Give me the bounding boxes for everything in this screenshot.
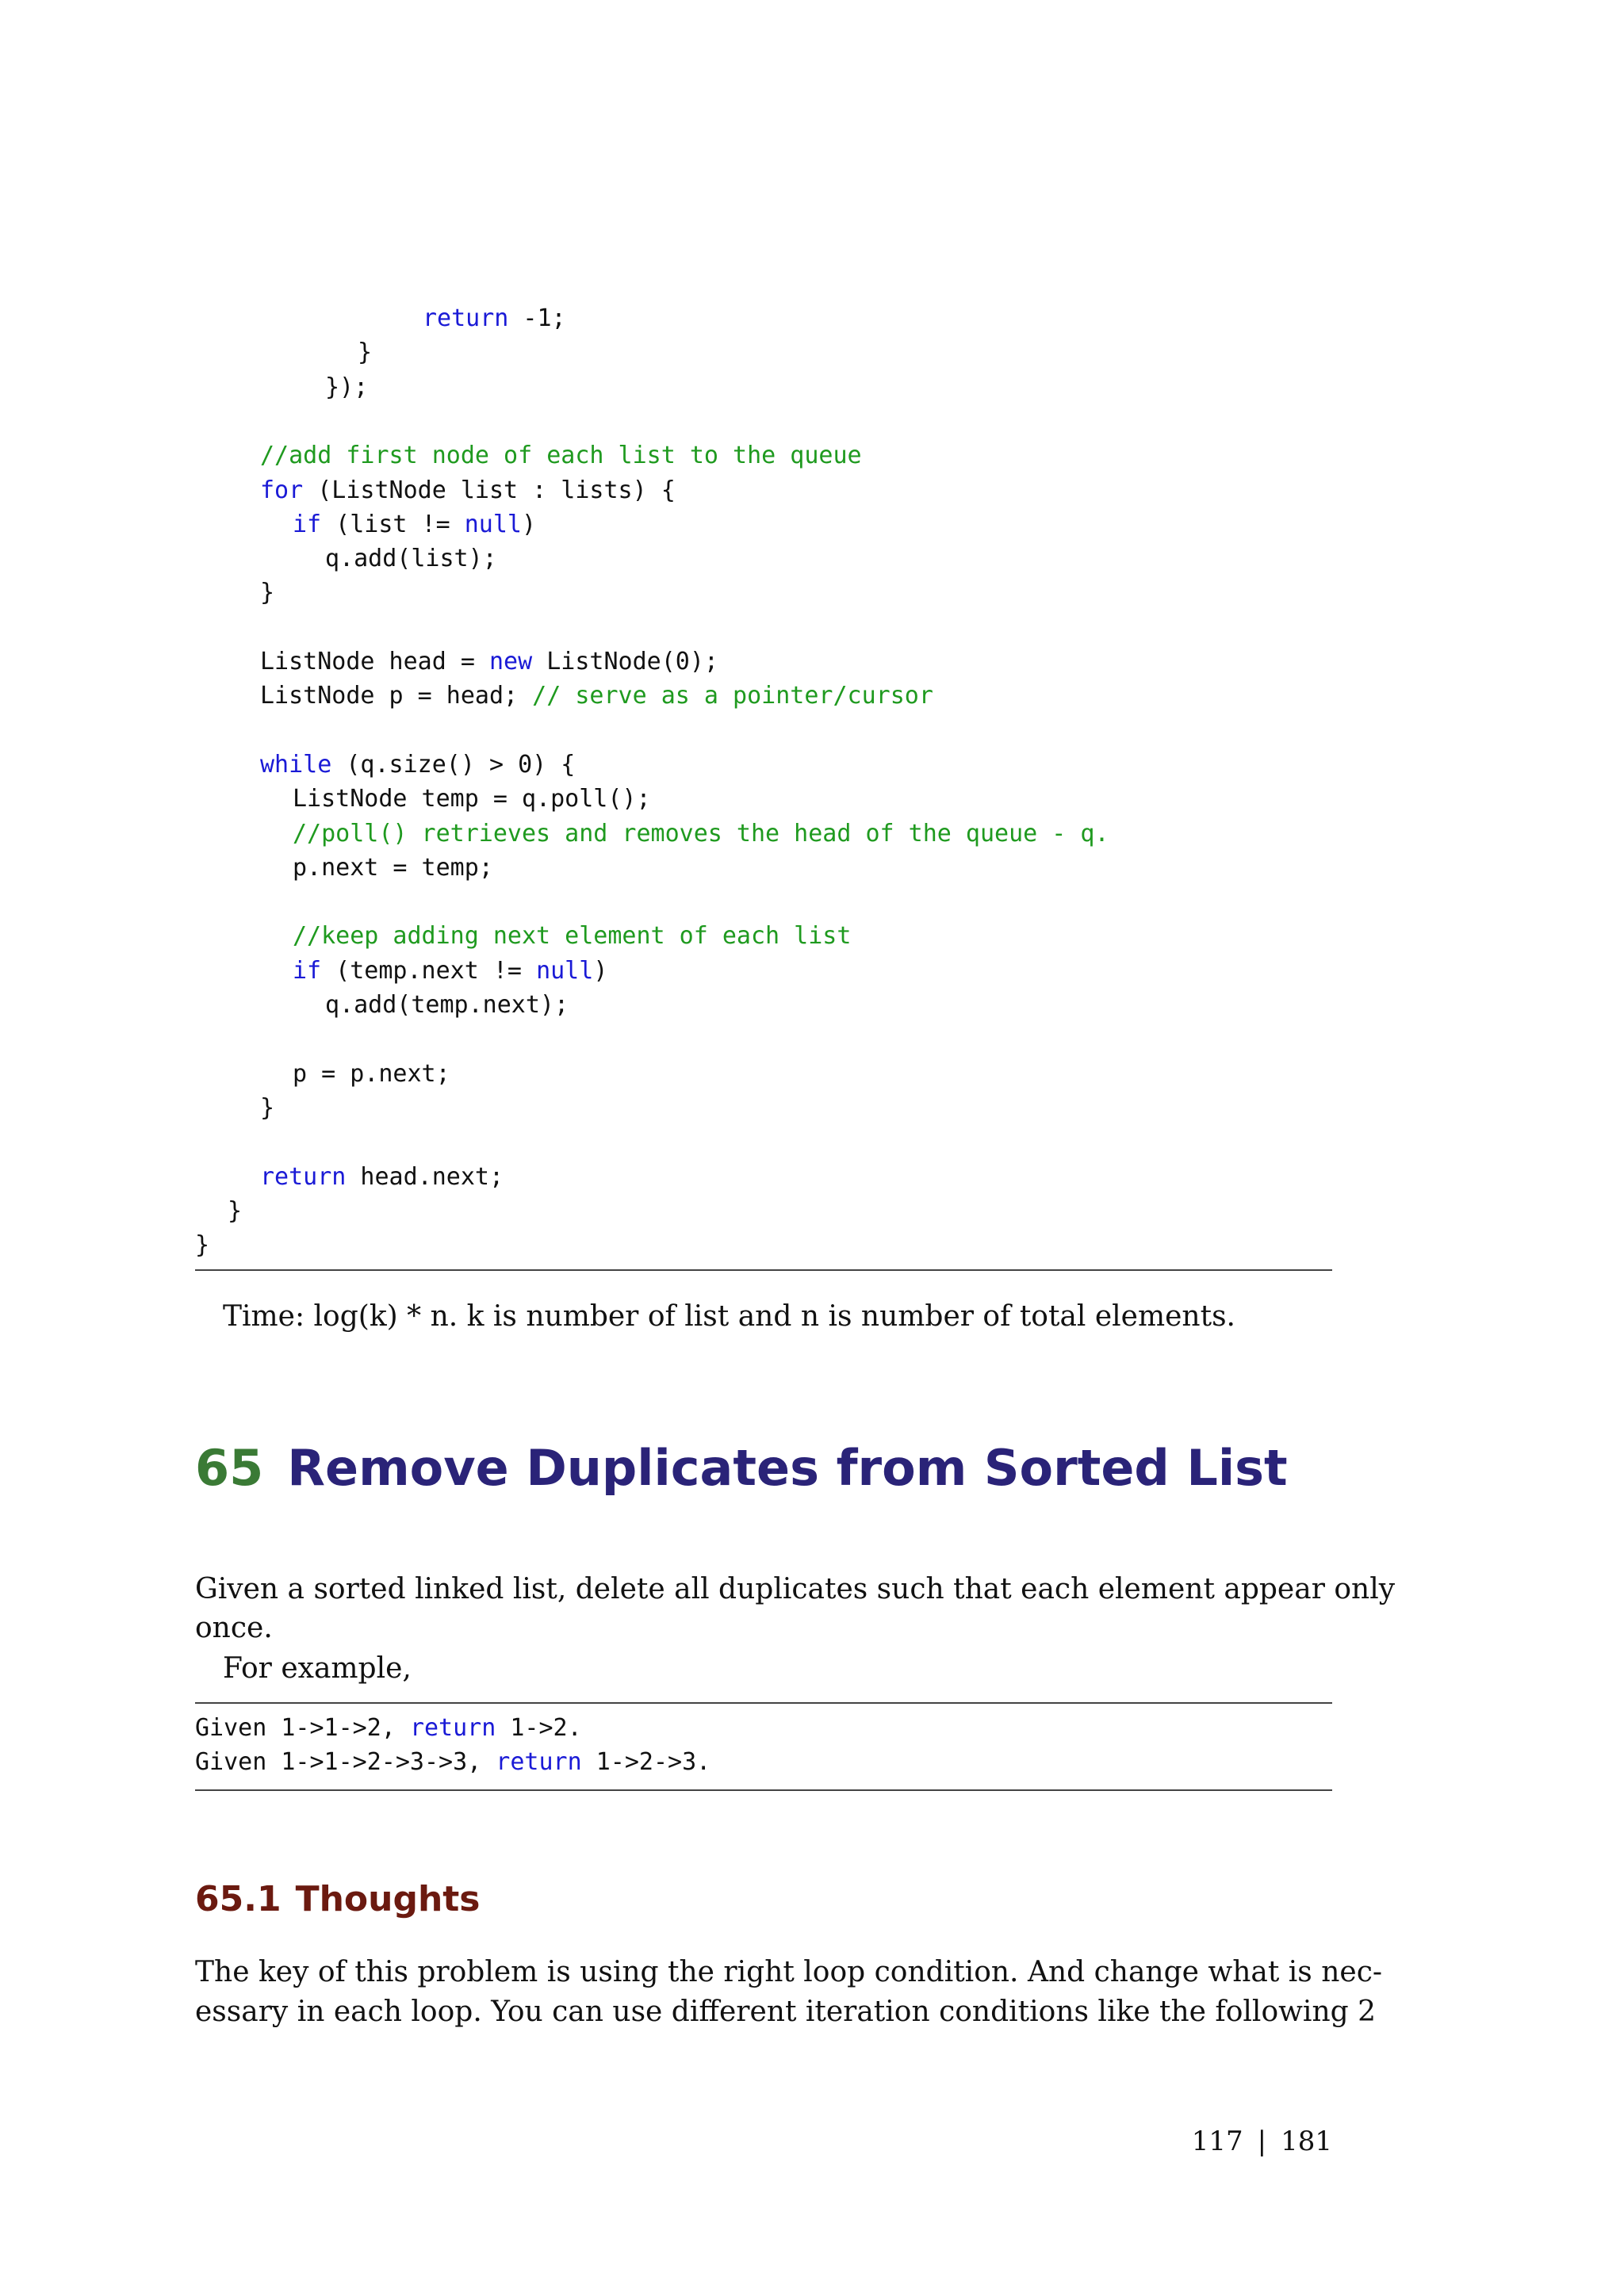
code-text: q.add(temp.next); [325,991,569,1019]
page-number: 117 [1191,2126,1243,2157]
code-comment: //add first node of each list to the queue [260,442,862,470]
example-intro: For example, [223,1652,412,1685]
code-text: p = p.next; [293,1059,450,1088]
code-text: -1; [508,304,566,332]
code-text: head.next; [346,1162,504,1191]
code-line [195,1711,582,1746]
code-text: 1->2->3. [581,1748,711,1777]
code-text: } [228,1196,243,1225]
code-text: }); [325,373,369,401]
code-line [293,507,536,542]
code-line [260,645,718,679]
code-text: ListNode head = [260,648,489,675]
section-title: Remove Duplicates from Sorted List [287,1439,1288,1497]
page-total: 181 [1281,2126,1332,2157]
section-number: 65 [195,1439,264,1497]
problem-statement-line-1: Given a sorted linked list, delete all duplicates such that each element appear only [195,1573,1396,1605]
example-bottom-rule [195,1789,1332,1791]
code-line [293,1057,450,1092]
code-text: ) [522,510,537,538]
code-keyword: while [260,750,332,779]
code-line [293,782,651,817]
code-line [260,1160,504,1195]
code-keyword: return [260,1162,347,1191]
code-keyword: null [536,956,594,985]
code-keyword: if [293,956,322,985]
code-text: (temp.next != [321,956,537,985]
code-keyword: new [488,648,533,675]
code-line [260,1091,274,1126]
code-line [260,438,862,473]
code-line [228,1194,242,1229]
code-text: ) [593,956,608,985]
code-text: 1->2. [496,1714,582,1742]
code-keyword: null [464,510,522,538]
code-text: ListNode(0); [532,648,718,675]
code-text: ListNode p = head; [260,682,533,710]
code-line [325,370,368,405]
code-keyword: return [423,304,509,332]
subsection-heading [195,1876,481,1923]
code-keyword: for [260,476,304,504]
code-line [293,817,1109,851]
code-line [260,748,575,783]
code-text: } [195,1231,210,1260]
code-text: } [358,339,373,367]
example-top-rule [195,1702,1332,1704]
time-complexity-note: Time: log(k) * n. k is number of list and n is number of total elements. [223,1300,1235,1333]
code-text: q.add(list); [325,545,497,573]
code-line [293,919,851,954]
code-line [358,335,372,370]
thoughts-line-1: The key of this problem is using the right loop condition. And change what is nec- [195,1956,1383,1988]
code-comment: //poll() retrieves and removes the head of the queue - q. [293,819,1109,848]
page-separator: | [1257,2126,1267,2157]
code-text: p.next = temp; [293,853,493,882]
code-text: (q.size() > 0) { [331,750,576,779]
code-comment: //keep adding next element of each list [293,922,852,951]
code-line [325,988,569,1023]
section-heading [195,1437,1288,1500]
problem-statement-line-2: once. [195,1612,273,1644]
code-text: (list != [321,510,465,538]
code-comment: // serve as a pointer/cursor [532,682,933,710]
page-footer [1192,2122,1332,2161]
code-line [293,954,607,989]
code-text: Given 1->1->2->3->3, [195,1748,496,1777]
code-line [293,851,493,886]
code-text: } [260,579,275,607]
thoughts-line-2: essary in each loop. You can use different iteration conditions like the following 2 [195,1996,1377,2028]
code-keyword: return [409,1714,496,1742]
code-line [195,1745,710,1780]
code-line [260,576,274,610]
code-text: (ListNode list : lists) { [303,476,676,504]
code-text: } [260,1093,275,1122]
code-line [260,679,933,714]
code-line [260,473,676,508]
subsection-number: 65.1 [195,1879,282,1919]
code-line [195,1228,209,1263]
code-bottom-rule [195,1269,1332,1271]
subsection-title: Thoughts [295,1879,481,1919]
code-line [325,541,497,576]
code-text: ListNode temp = q.poll(); [293,785,651,813]
code-text: Given 1->1->2, [195,1714,410,1742]
code-line [423,301,566,336]
code-keyword: if [293,510,322,538]
code-keyword: return [496,1748,582,1777]
